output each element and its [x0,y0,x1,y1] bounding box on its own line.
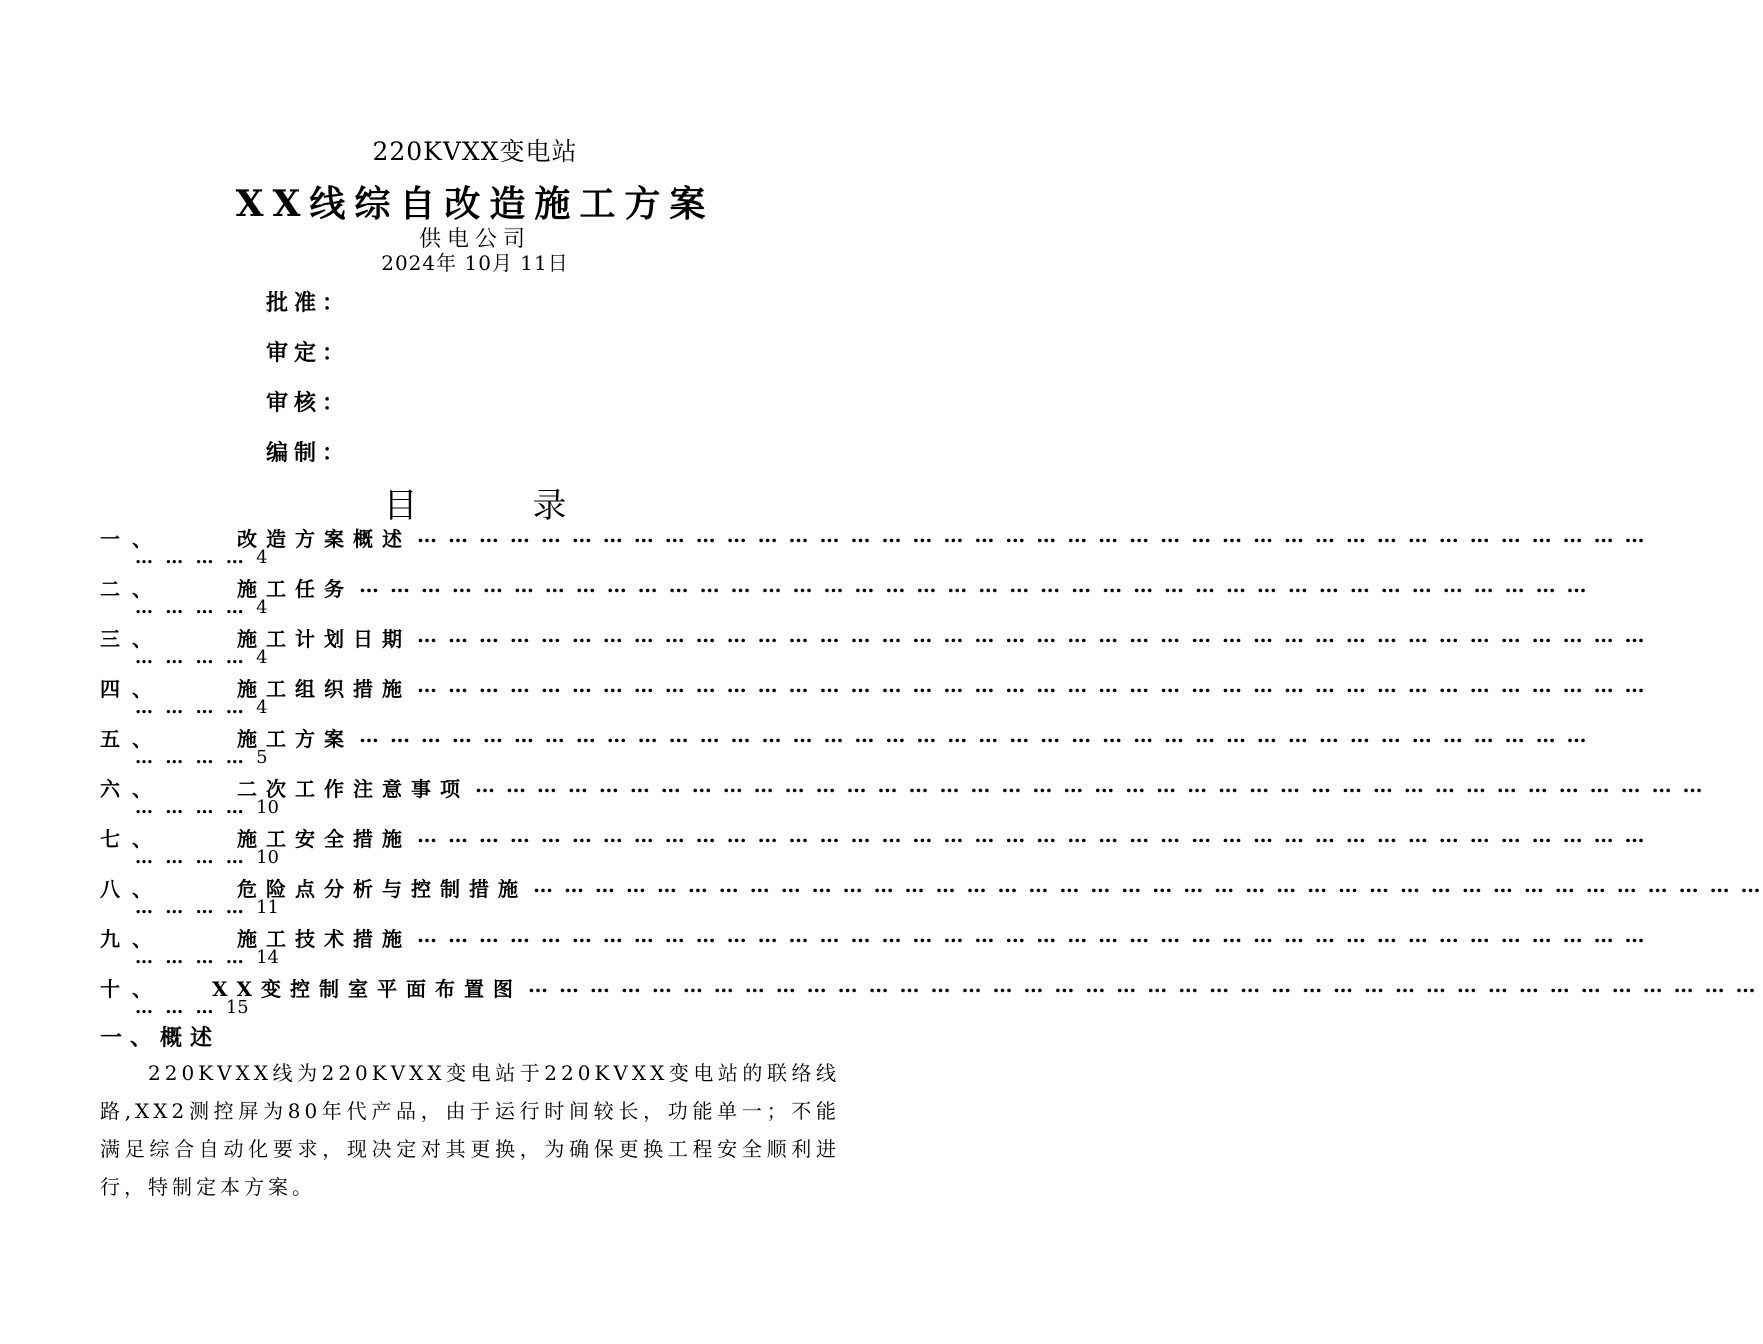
toc-page-line [135,897,279,918]
approval-label: 批准： [266,290,351,316]
document-title: XX线综自改造施工方案 [235,183,715,225]
toc-leader-dots: … … … … … … … … … … … … … … … … … … … … … … … … … … … … … … … … … … … … … … … … [359,573,1589,597]
company-name: 供电公司 [418,227,531,252]
toc-leader-dots: … … … [135,997,226,1018]
toc-page-line [135,597,268,618]
toc-page-number: 10 [256,847,279,868]
toc-leader-dots: … … … … [135,647,257,668]
section-body-text: 220KVXX线为220KVXX变电站于220KVXX变电站的联络线路,XX2测控屏为80年代产品，由于运行时间较长，功能单一；不能满足综合自动化要求，现决定对其更换，为确保更换工程安全顺利进行，特制定本方案。 [100,1061,840,1199]
section-heading: 一、概述 [100,1025,221,1051]
review-label: 审定： [266,340,351,366]
toc-item-number: 一、 [100,527,164,551]
toc-item[interactable] [100,773,1705,823]
toc-title [0,478,950,527]
station-name: 220KVXX变电站 [372,137,578,166]
toc-leader-dots: … … … … … … … … … … … … … … … … … … … … … … … … … … … … … … … … … … … … … … … … [359,723,1589,747]
toc-item-title: XX变控制室平面布置图 [212,977,523,1001]
toc-title-right: 录 [532,486,567,526]
toc-item-number: 二、 [100,577,164,601]
toc-item-number: 六、 [100,777,164,801]
toc-item[interactable] [100,973,1758,1023]
toc-leader-dots: … … … … [135,797,257,818]
toc-item[interactable] [100,723,1589,773]
toc-leader-dots: … … … … [135,947,257,968]
toc-item[interactable] [100,923,1647,973]
toc-page-number: 11 [256,897,279,918]
toc-item[interactable] [100,623,1647,673]
toc-leader-dots: … … … … [135,747,257,768]
toc-item[interactable] [100,523,1647,573]
toc-leader-dots: … … … … … … … … … … … … … … … … … … … … … … … … … … … … … … … … … … … … … … … … [417,823,1647,847]
toc-page-number: 5 [256,747,268,768]
toc-item[interactable] [100,673,1647,723]
toc-page-number: 15 [225,997,249,1018]
editor-label: 编制： [266,440,351,466]
toc-item-title: 二次工作注意事项 [237,777,469,801]
toc-item-title: 施工组织措施 [237,677,411,701]
document-date: 2024年 10月 11日 [381,251,569,275]
toc-leader-dots: … … … … … … … … … … … … … … … … … … … … … … … … … … … … … … … … … … … … … … … … [417,673,1647,697]
toc-item[interactable] [100,573,1589,623]
toc-leader-dots: … … … … … … … … … … … … … … … … … … … … … … … … … … … … … … … … … … … … … … … … [417,623,1647,647]
toc-page-number: 4 [256,547,268,568]
toc-page-line [135,997,249,1018]
toc-item-number: 三、 [100,627,164,651]
toc-page-line [135,697,268,718]
toc-item-number: 四、 [100,677,164,701]
toc-page-number: 4 [256,647,268,668]
toc-leader-dots: … … … … [135,847,257,868]
toc-title-left: 目 [383,486,418,526]
toc-leader-dots: … … … … … … … … … … … … … … … … … … … … … … … … … … … … … … … … … … … … … … … … [533,873,1763,897]
toc-leader-dots: … … … … … … … … … … … … … … … … … … … … … … … … … … … … … … … … … … … … … … … … [417,923,1647,947]
toc-item-number: 八、 [100,877,164,901]
toc-item-title: 施工安全措施 [237,827,411,851]
toc-page-number: 4 [256,697,268,718]
toc-page-line [135,947,279,968]
toc-leader-dots: … … … … [135,897,257,918]
toc-item-number: 十、 [100,977,164,1001]
toc-item-number: 五、 [100,727,164,751]
toc-leader-dots: … … … … … … … … … … … … … … … … … … … … … … … … … … … … … … … … … … … … … … … … [528,973,1758,997]
toc-item-title: 施工方案 [237,727,353,751]
toc-leader-dots: … … … … … … … … … … … … … … … … … … … … … … … … … … … … … … … … … … … … … … … … [475,773,1705,797]
toc-page-line [135,847,279,868]
toc-leader-dots: … … … … [135,597,257,618]
toc-item-number: 七、 [100,827,164,851]
toc-item[interactable] [100,873,1763,923]
toc-page-line [135,747,268,768]
toc-item-title: 施工技术措施 [237,927,411,951]
audit-label: 审核： [266,390,351,416]
toc-page-number: 4 [256,597,268,618]
toc-item-number: 九、 [100,927,164,951]
toc-page-number: 14 [256,947,279,968]
toc-item-title: 改造方案概述 [237,527,411,551]
toc-leader-dots: … … … … [135,697,257,718]
toc-page-line [135,647,268,668]
toc-page-line [135,797,279,818]
toc-item[interactable] [100,823,1647,873]
toc-item-title: 施工任务 [237,577,353,601]
toc-leader-dots: … … … … … … … … … … … … … … … … … … … … … … … … … … … … … … … … … … … … … … … … [417,523,1647,547]
toc-item-title: 施工计划日期 [237,627,411,651]
toc-leader-dots: … … … … [135,547,257,568]
toc-item-title: 危险点分析与控制措施 [237,877,527,901]
toc-page-number: 10 [256,797,279,818]
toc-page-line [135,547,268,568]
